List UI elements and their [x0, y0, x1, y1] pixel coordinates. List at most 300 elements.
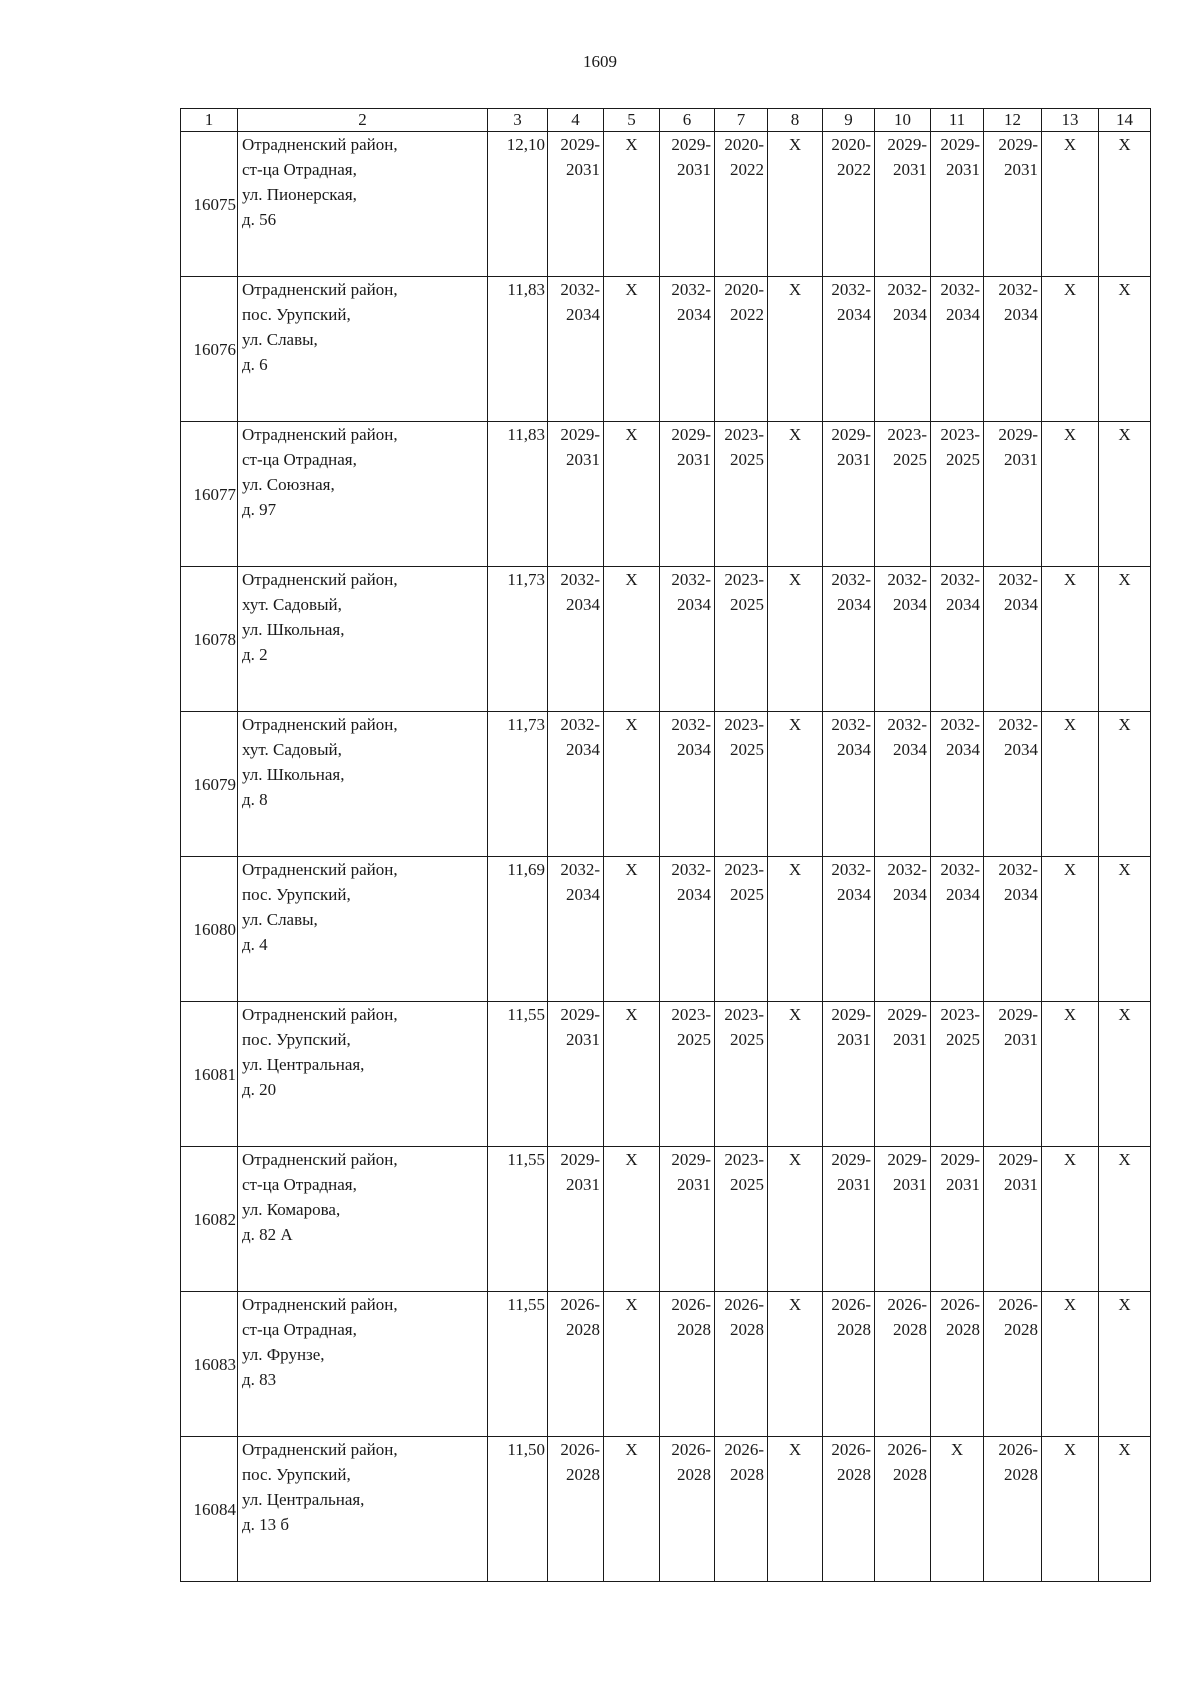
year-line: 2028: [1004, 1320, 1038, 1339]
address-line: Отрадненский район,: [242, 1295, 398, 1314]
year-range-cell: [931, 1002, 984, 1147]
address-cell: [238, 857, 488, 1002]
year-line: 2032-: [940, 280, 980, 299]
year-range-cell: [984, 422, 1042, 567]
column-header-9: 9: [823, 109, 875, 132]
year-line: 2028: [677, 1320, 711, 1339]
year-line: 2031: [566, 160, 600, 179]
year-line: 2034: [566, 595, 600, 614]
value-cell: 11,55: [488, 1147, 548, 1292]
year-line: 2032-: [998, 715, 1038, 734]
year-line: 2026-: [887, 1295, 927, 1314]
x-mark-cell: X: [1042, 132, 1099, 277]
year-line: 2025: [946, 450, 980, 469]
value-cell: 11,73: [488, 712, 548, 857]
year-line: 2022: [730, 305, 764, 324]
column-header-2: 2: [238, 109, 488, 132]
x-mark-cell: X: [604, 1292, 660, 1437]
year-range-cell: [823, 1437, 875, 1582]
address-line: д. 20: [242, 1080, 277, 1099]
year-line: 2031: [1004, 450, 1038, 469]
year-range-cell: [875, 422, 931, 567]
year-line: 2031: [837, 1030, 871, 1049]
year-line: 2032-: [998, 280, 1038, 299]
year-range-cell: [984, 857, 1042, 1002]
year-line: 2032-: [560, 570, 600, 589]
column-header-10: 10: [875, 109, 931, 132]
year-line: 2025: [730, 1175, 764, 1194]
x-mark-cell: X: [604, 1002, 660, 1147]
year-line: 2023-: [724, 1005, 764, 1024]
year-range-cell: [875, 277, 931, 422]
year-range-cell: [548, 1292, 604, 1437]
x-mark-cell: X: [768, 277, 823, 422]
address-cell: [238, 1002, 488, 1147]
year-range-cell: [931, 1292, 984, 1437]
year-range-cell: [984, 132, 1042, 277]
year-line: 2034: [566, 305, 600, 324]
value-cell: 11,69: [488, 857, 548, 1002]
column-header-11: 11: [931, 109, 984, 132]
year-line: 2026-: [560, 1440, 600, 1459]
row-id: 16080: [181, 857, 238, 1002]
address-line: Отрадненский район,: [242, 1440, 398, 1459]
year-line: 2029-: [671, 135, 711, 154]
year-line: 2031: [677, 160, 711, 179]
year-line: 2034: [566, 885, 600, 904]
column-header-5: 5: [604, 109, 660, 132]
row-id: 16082: [181, 1147, 238, 1292]
year-line: 2034: [677, 740, 711, 759]
year-line: 2034: [837, 740, 871, 759]
year-line: 2032-: [940, 570, 980, 589]
year-line: 2023-: [940, 1005, 980, 1024]
x-mark-cell: X: [1099, 712, 1151, 857]
address-line: д. 4: [242, 935, 268, 954]
year-range-cell: [823, 1147, 875, 1292]
table-row: [181, 567, 1151, 712]
year-line: 2026-: [671, 1440, 711, 1459]
column-header-6: 6: [660, 109, 715, 132]
year-line: 2023-: [671, 1005, 711, 1024]
year-line: 2029-: [887, 135, 927, 154]
x-mark-cell: X: [1099, 1002, 1151, 1147]
year-line: 2032-: [831, 715, 871, 734]
year-line: 2029-: [671, 1150, 711, 1169]
register-table: [180, 108, 1151, 1582]
year-line: 2031: [837, 1175, 871, 1194]
year-line: 2029-: [831, 1150, 871, 1169]
row-id: 16084: [181, 1437, 238, 1582]
x-mark-cell: X: [1099, 857, 1151, 1002]
year-range-cell: [931, 857, 984, 1002]
year-line: 2032-: [560, 715, 600, 734]
year-line: 2029-: [940, 135, 980, 154]
year-line: 2029-: [940, 1150, 980, 1169]
year-range-cell: [660, 857, 715, 1002]
address-line: Отрадненский район,: [242, 860, 398, 879]
year-range-cell: [875, 857, 931, 1002]
x-mark-cell: X: [604, 422, 660, 567]
year-line: 2032-: [831, 280, 871, 299]
year-line: 2034: [893, 740, 927, 759]
year-line: 2029-: [998, 1005, 1038, 1024]
column-header-4: 4: [548, 109, 604, 132]
address-line: пос. Урупский,: [242, 305, 351, 324]
address-line: ул. Школьная,: [242, 620, 345, 639]
year-line: 2029-: [998, 425, 1038, 444]
year-line: 2034: [1004, 305, 1038, 324]
year-range-cell: [875, 567, 931, 712]
address-cell: [238, 277, 488, 422]
year-range-cell: [984, 1147, 1042, 1292]
year-line: 2034: [893, 595, 927, 614]
column-header-7: 7: [715, 109, 768, 132]
year-line: 2025: [730, 595, 764, 614]
year-range-cell: [823, 857, 875, 1002]
year-line: 2026-: [831, 1440, 871, 1459]
year-range-cell: [931, 277, 984, 422]
address-line: д. 83: [242, 1370, 277, 1389]
x-mark-cell: X: [1099, 132, 1151, 277]
year-line: 2029-: [831, 425, 871, 444]
year-line: 2032-: [831, 570, 871, 589]
address-line: ст-ца Отрадная,: [242, 1175, 357, 1194]
year-line: 2023-: [724, 570, 764, 589]
year-line: 2026-: [940, 1295, 980, 1314]
address-line: д. 97: [242, 500, 277, 519]
address-line: Отрадненский район,: [242, 280, 398, 299]
address-cell: [238, 712, 488, 857]
year-range-cell: [715, 277, 768, 422]
year-line: 2028: [1004, 1465, 1038, 1484]
year-line: 2026-: [724, 1440, 764, 1459]
year-range-cell: [660, 1292, 715, 1437]
address-line: д. 8: [242, 790, 268, 809]
year-range-cell: [715, 1437, 768, 1582]
year-line: 2032-: [887, 280, 927, 299]
x-mark-cell: X: [931, 1437, 984, 1582]
year-line: 2034: [837, 595, 871, 614]
year-range-cell: [875, 712, 931, 857]
address-cell: [238, 422, 488, 567]
year-range-cell: [548, 567, 604, 712]
address-line: Отрадненский район,: [242, 1150, 398, 1169]
year-line: 2034: [677, 885, 711, 904]
year-range-cell: [984, 1002, 1042, 1147]
year-line: 2029-: [560, 1005, 600, 1024]
x-mark-cell: X: [768, 1147, 823, 1292]
year-line: 2034: [677, 595, 711, 614]
value-cell: 11,83: [488, 277, 548, 422]
address-line: пос. Урупский,: [242, 885, 351, 904]
year-range-cell: [875, 1437, 931, 1582]
column-header-14: 14: [1099, 109, 1151, 132]
year-line: 2032-: [940, 715, 980, 734]
address-line: Отрадненский район,: [242, 715, 398, 734]
year-line: 2028: [893, 1465, 927, 1484]
year-range-cell: [548, 132, 604, 277]
year-range-cell: [984, 712, 1042, 857]
year-range-cell: [984, 277, 1042, 422]
year-range-cell: [715, 1002, 768, 1147]
address-line: ул. Школьная,: [242, 765, 345, 784]
year-line: 2020-: [724, 280, 764, 299]
year-range-cell: [548, 277, 604, 422]
row-id: 16081: [181, 1002, 238, 1147]
year-range-cell: [660, 1437, 715, 1582]
year-range-cell: [823, 277, 875, 422]
x-mark-cell: X: [1099, 277, 1151, 422]
year-line: 2032-: [560, 280, 600, 299]
year-line: 2031: [1004, 160, 1038, 179]
address-line: ул. Центральная,: [242, 1055, 365, 1074]
year-line: 2026-: [887, 1440, 927, 1459]
year-line: 2029-: [671, 425, 711, 444]
year-line: 2025: [730, 450, 764, 469]
year-range-cell: [823, 567, 875, 712]
x-mark-cell: X: [1099, 422, 1151, 567]
year-line: 2028: [837, 1320, 871, 1339]
year-line: 2032-: [671, 280, 711, 299]
address-line: ст-ца Отрадная,: [242, 160, 357, 179]
address-line: Отрадненский район,: [242, 135, 398, 154]
year-range-cell: [931, 567, 984, 712]
year-range-cell: [715, 567, 768, 712]
year-line: 2031: [837, 450, 871, 469]
x-mark-cell: X: [604, 712, 660, 857]
year-line: 2031: [1004, 1030, 1038, 1049]
table-row: [181, 422, 1151, 567]
year-line: 2029-: [887, 1005, 927, 1024]
year-range-cell: [548, 857, 604, 1002]
column-header-12: 12: [984, 109, 1042, 132]
year-line: 2034: [677, 305, 711, 324]
year-range-cell: [823, 712, 875, 857]
x-mark-cell: X: [768, 422, 823, 567]
year-line: 2032-: [671, 860, 711, 879]
year-line: 2023-: [940, 425, 980, 444]
address-line: Отрадненский район,: [242, 570, 398, 589]
year-range-cell: [931, 132, 984, 277]
year-line: 2023-: [724, 860, 764, 879]
year-line: 2026-: [671, 1295, 711, 1314]
year-line: 2031: [1004, 1175, 1038, 1194]
year-line: 2034: [893, 885, 927, 904]
year-range-cell: [548, 1002, 604, 1147]
year-line: 2031: [893, 1030, 927, 1049]
year-line: 2023-: [887, 425, 927, 444]
year-line: 2026-: [998, 1440, 1038, 1459]
year-line: 2031: [893, 160, 927, 179]
x-mark-cell: X: [1042, 277, 1099, 422]
x-mark-cell: X: [768, 567, 823, 712]
column-header-8: 8: [768, 109, 823, 132]
year-line: 2032-: [560, 860, 600, 879]
year-range-cell: [660, 277, 715, 422]
year-line: 2032-: [671, 715, 711, 734]
address-line: д. 82 А: [242, 1225, 293, 1244]
x-mark-cell: X: [768, 1437, 823, 1582]
year-line: 2031: [893, 1175, 927, 1194]
value-cell: 11,55: [488, 1002, 548, 1147]
address-cell: [238, 1437, 488, 1582]
page-number: 1609: [583, 52, 617, 71]
x-mark-cell: X: [768, 857, 823, 1002]
x-mark-cell: X: [768, 1002, 823, 1147]
year-line: 2029-: [998, 1150, 1038, 1169]
address-line: д. 6: [242, 355, 268, 374]
year-line: 2023-: [724, 1150, 764, 1169]
x-mark-cell: X: [604, 1147, 660, 1292]
year-line: 2031: [677, 1175, 711, 1194]
year-range-cell: [823, 422, 875, 567]
year-line: 2034: [946, 740, 980, 759]
x-mark-cell: X: [1099, 1437, 1151, 1582]
year-line: 2032-: [998, 570, 1038, 589]
x-mark-cell: X: [604, 132, 660, 277]
address-line: пос. Урупский,: [242, 1465, 351, 1484]
table-row: [181, 277, 1151, 422]
year-range-cell: [660, 1002, 715, 1147]
row-id: 16083: [181, 1292, 238, 1437]
year-range-cell: [931, 712, 984, 857]
year-line: 2032-: [940, 860, 980, 879]
year-range-cell: [660, 422, 715, 567]
year-range-cell: [715, 132, 768, 277]
year-line: 2031: [946, 1175, 980, 1194]
address-line: ул. Фрунзе,: [242, 1345, 325, 1364]
year-line: 2025: [893, 450, 927, 469]
year-range-cell: [715, 1292, 768, 1437]
year-line: 2034: [946, 305, 980, 324]
year-line: 2032-: [887, 715, 927, 734]
year-line: 2025: [730, 885, 764, 904]
value-cell: 11,55: [488, 1292, 548, 1437]
address-line: ул. Центральная,: [242, 1490, 365, 1509]
x-mark-cell: X: [1099, 1292, 1151, 1437]
year-range-cell: [548, 712, 604, 857]
year-range-cell: [823, 1292, 875, 1437]
address-line: Отрадненский район,: [242, 425, 398, 444]
year-line: 2032-: [998, 860, 1038, 879]
address-line: пос. Урупский,: [242, 1030, 351, 1049]
year-range-cell: [660, 132, 715, 277]
year-line: 2029-: [831, 1005, 871, 1024]
year-line: 2028: [837, 1465, 871, 1484]
year-range-cell: [660, 712, 715, 857]
year-line: 2032-: [831, 860, 871, 879]
row-id: 16075: [181, 132, 238, 277]
year-line: 2025: [946, 1030, 980, 1049]
address-line: ул. Союзная,: [242, 475, 335, 494]
year-line: 2023-: [724, 425, 764, 444]
address-line: Отрадненский район,: [242, 1005, 398, 1024]
year-range-cell: [875, 1147, 931, 1292]
x-mark-cell: X: [604, 1437, 660, 1582]
table-row: [181, 857, 1151, 1002]
year-line: 2020-: [724, 135, 764, 154]
x-mark-cell: X: [1042, 1437, 1099, 1582]
address-line: д. 56: [242, 210, 277, 229]
year-line: 2034: [566, 740, 600, 759]
address-line: хут. Садовый,: [242, 740, 342, 759]
year-line: 2028: [566, 1320, 600, 1339]
x-mark-cell: X: [1099, 1147, 1151, 1292]
value-cell: 12,10: [488, 132, 548, 277]
year-line: 2031: [677, 450, 711, 469]
address-cell: [238, 567, 488, 712]
x-mark-cell: X: [1042, 1292, 1099, 1437]
year-range-cell: [660, 1147, 715, 1292]
address-line: д. 2: [242, 645, 268, 664]
year-line: 2034: [837, 305, 871, 324]
x-mark-cell: X: [604, 277, 660, 422]
row-id: 16078: [181, 567, 238, 712]
x-mark-cell: X: [1042, 422, 1099, 567]
x-mark-cell: X: [768, 132, 823, 277]
value-cell: 11,73: [488, 567, 548, 712]
year-line: 2029-: [560, 135, 600, 154]
year-range-cell: [984, 1437, 1042, 1582]
year-line: 2028: [893, 1320, 927, 1339]
year-line: 2031: [566, 1030, 600, 1049]
year-range-cell: [715, 1147, 768, 1292]
column-header-1: 1: [181, 109, 238, 132]
address-cell: [238, 132, 488, 277]
address-cell: [238, 1147, 488, 1292]
x-mark-cell: X: [1042, 712, 1099, 857]
year-range-cell: [548, 1147, 604, 1292]
year-line: 2025: [677, 1030, 711, 1049]
year-range-cell: [875, 1292, 931, 1437]
year-range-cell: [715, 857, 768, 1002]
x-mark-cell: X: [1042, 857, 1099, 1002]
year-range-cell: [548, 1437, 604, 1582]
year-line: 2028: [566, 1465, 600, 1484]
year-line: 2020-: [831, 135, 871, 154]
x-mark-cell: X: [1042, 567, 1099, 712]
address-line: хут. Садовый,: [242, 595, 342, 614]
year-line: 2026-: [724, 1295, 764, 1314]
value-cell: 11,83: [488, 422, 548, 567]
year-line: 2031: [566, 450, 600, 469]
year-line: 2026-: [998, 1295, 1038, 1314]
table-row: [181, 1437, 1151, 1582]
address-line: ст-ца Отрадная,: [242, 450, 357, 469]
value-cell: 11,50: [488, 1437, 548, 1582]
year-line: 2034: [946, 885, 980, 904]
year-line: 2034: [1004, 595, 1038, 614]
year-line: 2029-: [998, 135, 1038, 154]
year-line: 2029-: [560, 1150, 600, 1169]
x-mark-cell: X: [768, 1292, 823, 1437]
year-range-cell: [660, 567, 715, 712]
column-header-3: 3: [488, 109, 548, 132]
year-line: 2028: [677, 1465, 711, 1484]
x-mark-cell: X: [768, 712, 823, 857]
year-range-cell: [715, 712, 768, 857]
address-line: ст-ца Отрадная,: [242, 1320, 357, 1339]
address-cell: [238, 1292, 488, 1437]
x-mark-cell: X: [1042, 1002, 1099, 1147]
year-line: 2029-: [560, 425, 600, 444]
year-range-cell: [875, 132, 931, 277]
year-line: 2022: [837, 160, 871, 179]
row-id: 16077: [181, 422, 238, 567]
year-range-cell: [823, 132, 875, 277]
row-id: 16076: [181, 277, 238, 422]
